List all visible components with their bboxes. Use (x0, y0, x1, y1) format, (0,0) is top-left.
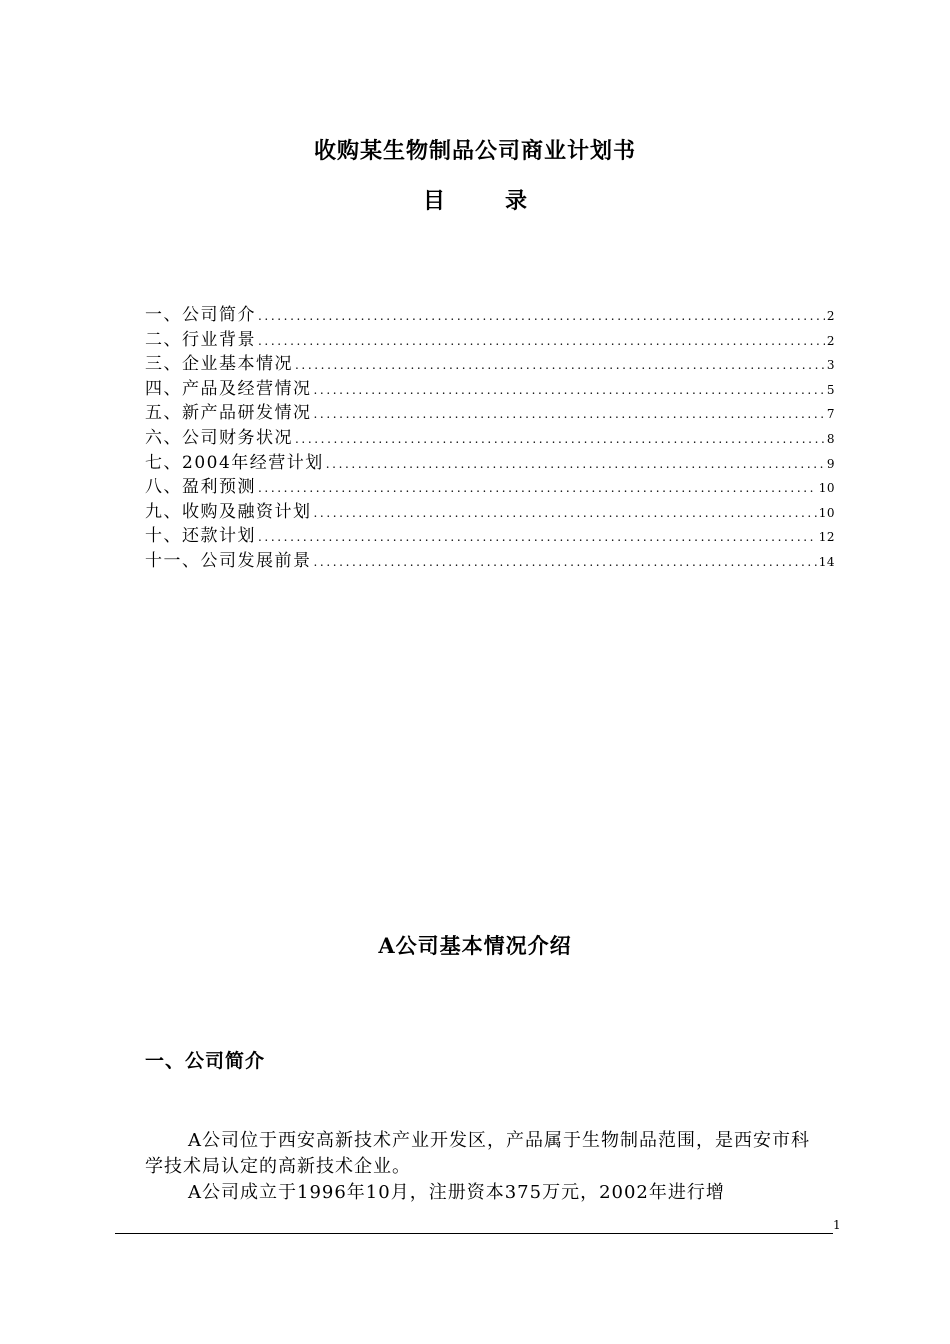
toc-entry-label: 五、新产品研发情况 (145, 403, 312, 424)
section-heading: 一、公司简介 (145, 1050, 266, 1072)
toc-entry[interactable] (145, 423, 835, 448)
toc-entry-page: 3 (826, 358, 835, 373)
toc-dot-leader (314, 407, 825, 421)
toc-dot-leader (314, 555, 817, 569)
toc-entry[interactable] (145, 521, 835, 546)
toc-entry-page: 12 (818, 530, 835, 545)
toc-entry-label: 七、2004年经营计划 (145, 452, 324, 473)
toc-entry-page: 10 (818, 505, 835, 520)
toc-entry-page: 7 (826, 407, 835, 422)
toc-entry-page: 14 (818, 554, 835, 569)
toc-entry-label: 八、盈利预测 (145, 477, 256, 498)
toc-entry-label: 二、行业背景 (145, 329, 256, 350)
body-paragraph: A公司成立于1996年10月，注册资本375万元，2002年进行增 (188, 1182, 725, 1203)
toc-entry-label: 九、收购及融资计划 (145, 501, 312, 522)
toc-entry-label: 四、产品及经营情况 (145, 378, 312, 399)
toc-entry[interactable] (145, 300, 835, 325)
toc-entry-page: 10 (818, 481, 835, 496)
document-title: 收购某生物制品公司商业计划书 (313, 138, 636, 164)
toc-entry-label: 一、公司简介 (145, 305, 256, 325)
toc-entry[interactable] (145, 374, 835, 399)
toc-entry-page: 9 (826, 456, 835, 471)
toc-entry-label: 三、企业基本情况 (145, 354, 293, 375)
toc-dot-leader (258, 309, 825, 323)
table-of-contents (145, 300, 835, 571)
toc-entry[interactable] (145, 448, 835, 473)
toc-heading-left: 目 (422, 188, 445, 214)
toc-entry-page: 5 (826, 382, 835, 397)
toc-dot-leader (314, 383, 825, 397)
toc-entry-page: 8 (826, 431, 835, 446)
toc-entry-label: 十、还款计划 (145, 526, 256, 547)
toc-dot-leader (295, 432, 825, 446)
toc-heading (0, 184, 950, 215)
footer-rule (115, 1233, 833, 1234)
toc-entry[interactable] (145, 497, 835, 522)
body-paragraph: A公司位于西安高新技术产业开发区，产品属于生物制品范围，是西安市科学技术局认定的高新技术企业。 (145, 1130, 810, 1177)
toc-entry[interactable] (145, 325, 835, 350)
toc-entry[interactable] (145, 398, 835, 423)
toc-entry[interactable] (145, 349, 835, 374)
toc-dot-leader (314, 506, 817, 520)
toc-entry[interactable] (145, 472, 835, 497)
toc-dot-leader (326, 457, 825, 471)
toc-entry-page: 2 (826, 333, 835, 348)
toc-heading-right: 录 (505, 188, 528, 214)
toc-dot-leader (258, 530, 817, 544)
toc-entry-page: 2 (826, 309, 835, 323)
toc-entry-label: 六、公司财务状况 (145, 427, 293, 448)
toc-dot-leader (258, 334, 825, 348)
toc-entry-label: 十一、公司发展前景 (145, 550, 312, 571)
toc-entry[interactable] (145, 546, 835, 571)
toc-dot-leader (295, 358, 825, 372)
page-number: 1 (833, 1218, 841, 1232)
section-title: A公司基本情况介绍 (378, 933, 572, 958)
toc-dot-leader (258, 481, 817, 495)
